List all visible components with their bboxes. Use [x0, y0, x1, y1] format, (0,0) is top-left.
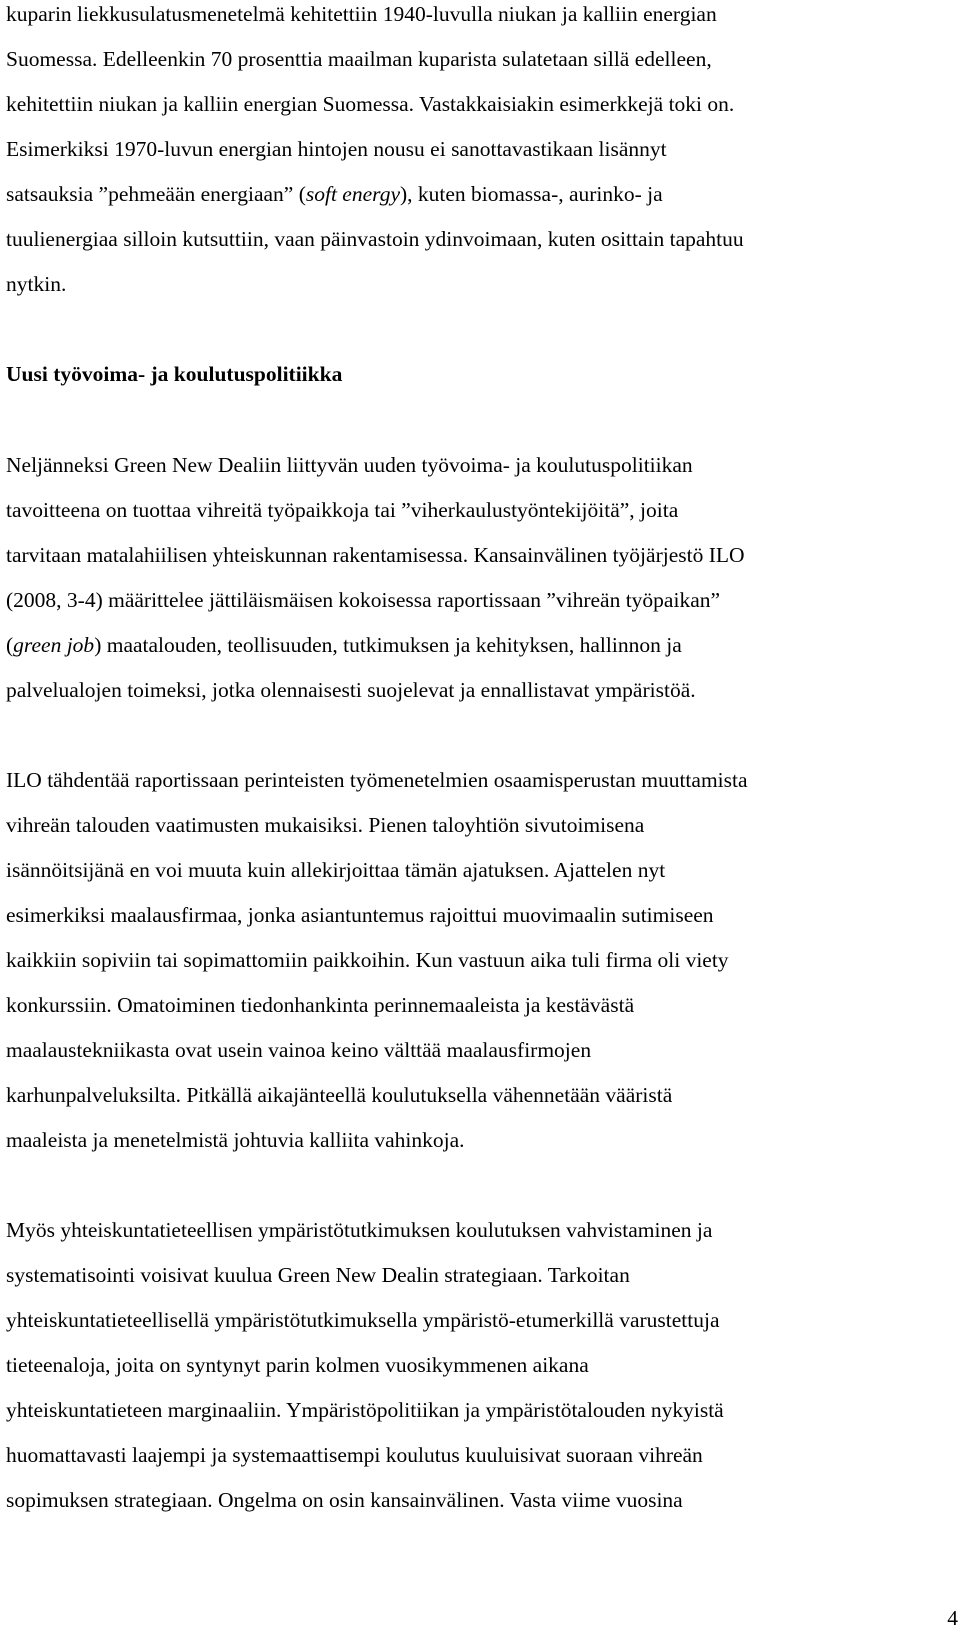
- text-line: [6, 633, 682, 657]
- text-line: kaikkiin sopiviin tai sopimattomiin paikkoihin. Kun vastuun aika tuli firma oli viety: [6, 948, 729, 972]
- text-line: Suomessa. Edelleenkin 70 prosenttia maailman kuparista sulatetaan sillä edelleen,: [6, 47, 712, 71]
- text-line: yhteiskuntatieteen marginaaliin. Ympäristöpolitiikan ja ympäristötalouden nykyistä: [6, 1398, 724, 1422]
- text-line: Myös yhteiskuntatieteellisen ympäristötutkimuksen koulutuksen vahvistaminen ja: [6, 1218, 713, 1242]
- text-line: konkurssiin. Omatoiminen tiedonhankinta perinnemaaleista ja kestävästä: [6, 993, 635, 1017]
- section-heading: Uusi työvoima- ja koulutuspolitiikka: [6, 362, 343, 386]
- text-line: maalaustekniikasta ovat usein vainoa keino välttää maalausfirmojen: [6, 1038, 592, 1062]
- text-segment: ), kuten biomassa-, aurinko- ja: [400, 182, 663, 206]
- text-line: kehitettiin niukan ja kalliin energian Suomessa. Vastakkaisiakin esimerkkejä toki on.: [6, 92, 735, 116]
- text-line: Esimerkiksi 1970-luvun energian hintojen nousu ei sanottavastikaan lisännyt: [6, 137, 667, 161]
- text-segment: satsauksia ”pehmeään energiaan” (: [6, 182, 306, 206]
- text-line: karhunpalveluksilta. Pitkällä aikajänteellä koulutuksella vähennetään vääristä: [6, 1083, 673, 1107]
- text-line: sopimuksen strategiaan. Ongelma on osin kansainvälinen. Vasta viime vuosina: [6, 1488, 683, 1512]
- text-line: (2008, 3-4) määrittelee jättiläismäisen kokoisessa raportissaan ”vihreän työpaikan”: [6, 588, 721, 612]
- italic-term: green job: [13, 633, 95, 657]
- text-line: nytkin.: [6, 272, 67, 296]
- text-line: esimerkiksi maalausfirmaa, jonka asiantuntemus rajoittui muovimaalin sutimiseen: [6, 903, 714, 927]
- text-line: [6, 182, 663, 206]
- text-line: systematisointi voisivat kuulua Green New Dealin strategiaan. Tarkoitan: [6, 1263, 630, 1287]
- text-line: isännöitsijänä en voi muuta kuin allekirjoittaa tämän ajatuksen. Ajattelen nyt: [6, 858, 666, 882]
- text-line: maaleista ja menetelmistä johtuvia kalliita vahinkoja.: [6, 1128, 465, 1152]
- italic-term: soft energy: [305, 182, 400, 206]
- text-line: tarvitaan matalahiilisen yhteiskunnan rakentamisessa. Kansainvälinen työjärjestö ILO: [6, 543, 745, 567]
- text-segment: ) maatalouden, teollisuuden, tutkimuksen ja kehityksen, hallinnon ja: [94, 633, 682, 657]
- text-line: Neljänneksi Green New Dealiin liittyvän uuden työvoima- ja koulutuspolitiikan: [6, 453, 693, 477]
- text-line: ILO tähdentää raportissaan perinteisten työmenetelmien osaamisperustan muuttamista: [6, 768, 748, 792]
- text-line: huomattavasti laajempi ja systemaattisempi koulutus kuuluisivat suoraan vihreän: [6, 1443, 703, 1467]
- text-line: tuulienergiaa silloin kutsuttiin, vaan päinvastoin ydinvoimaan, kuten osittain tapahtuu: [6, 227, 744, 251]
- text-line: yhteiskuntatieteellisellä ympäristötutkimuksella ympäristö-etumerkillä varustettuja: [6, 1308, 720, 1332]
- text-segment: (: [6, 633, 14, 657]
- text-line: kuparin liekkusulatusmenetelmä kehitettiin 1940-luvulla niukan ja kalliin energian: [6, 2, 717, 26]
- text-line: tieteenaloja, joita on syntynyt parin kolmen vuosikymmenen aikana: [6, 1353, 589, 1377]
- text-line: vihreän talouden vaatimusten mukaisiksi. Pienen taloyhtiön sivutoimisena: [6, 813, 645, 837]
- text-line: tavoitteena on tuottaa vihreitä työpaikkoja tai ”viherkaulustyöntekijöitä”, joita: [6, 498, 679, 522]
- text-line: palvelualojen toimeksi, jotka olennaisesti suojelevat ja ennallistavat ympäristöä.: [6, 678, 696, 702]
- page-number: 4: [947, 1606, 958, 1630]
